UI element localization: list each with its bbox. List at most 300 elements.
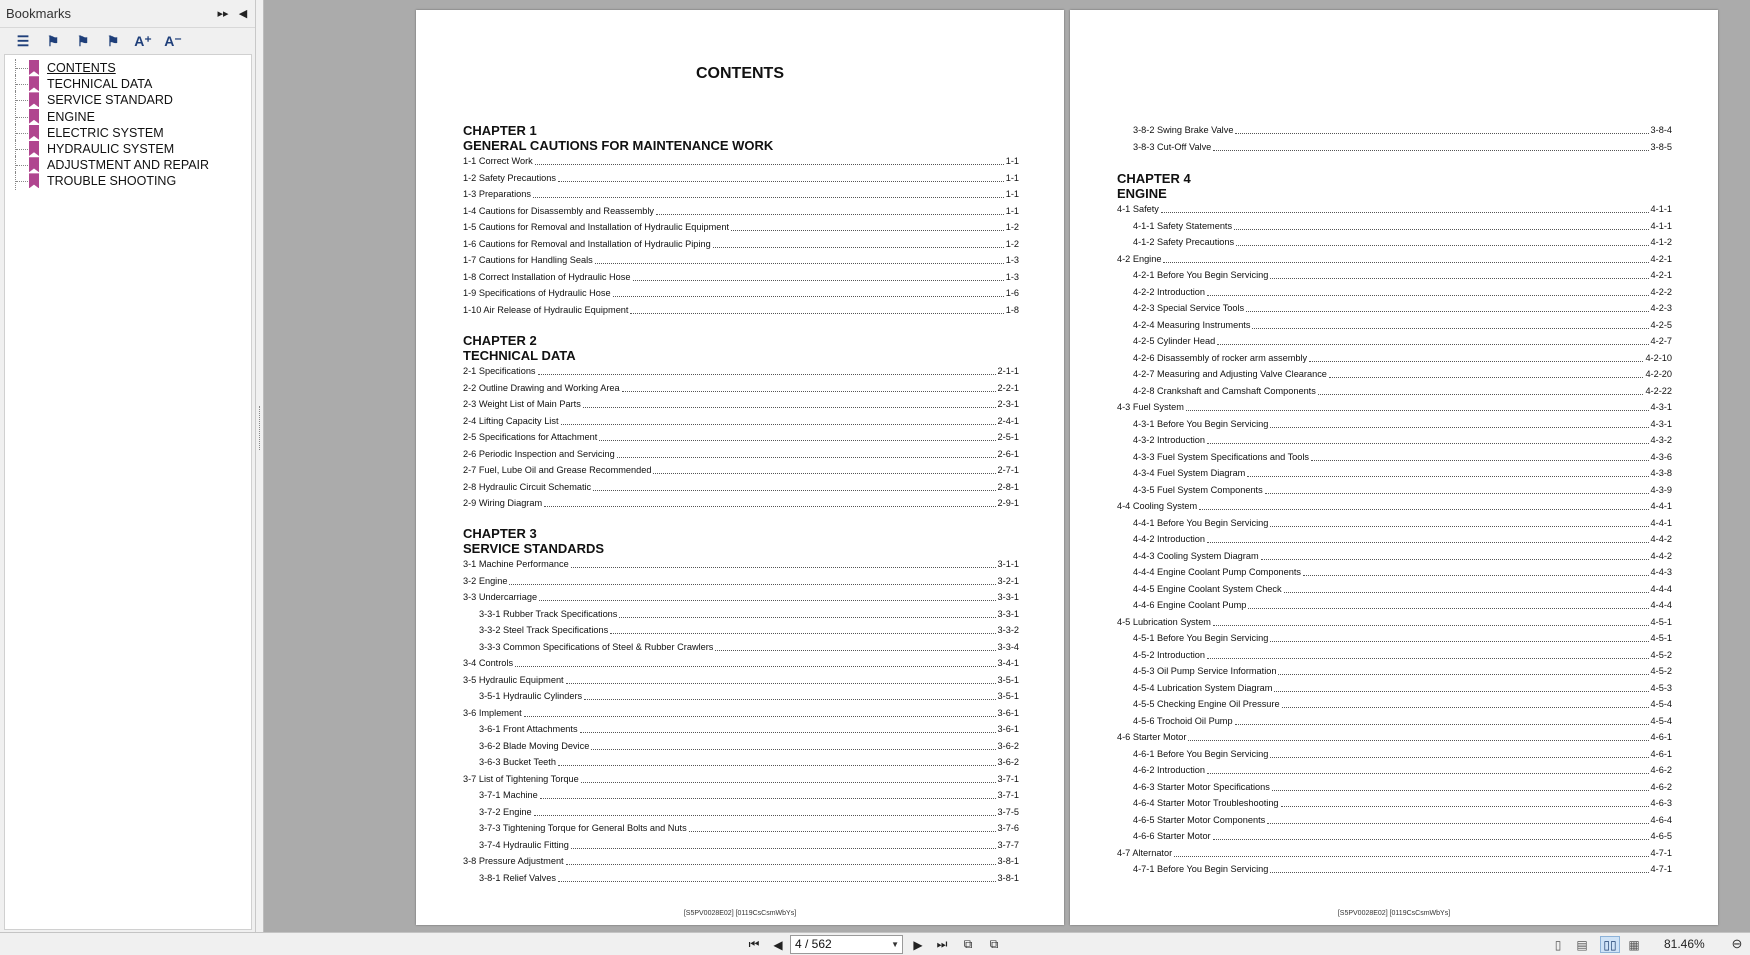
toc-entry[interactable] (1117, 203, 1672, 215)
toc-entry-page: 4-6-5 (1650, 831, 1672, 841)
toc-entry-page: 3-8-4 (1650, 125, 1672, 135)
toc-entry[interactable] (1133, 715, 1672, 727)
toc-entry[interactable] (1133, 302, 1672, 314)
toc-entry-title: 3-5 Hydraulic Equipment (463, 674, 564, 685)
toc-entry[interactable] (479, 723, 1019, 735)
toc-entry[interactable] (463, 304, 1019, 316)
find-bookmark-icon[interactable]: ⚑ (106, 32, 120, 49)
chevron-down-icon[interactable]: ▼ (891, 940, 899, 949)
expand-icon[interactable]: ▸▸ (217, 8, 229, 20)
toc-entry[interactable] (1133, 533, 1672, 545)
toc-leader (1236, 245, 1648, 246)
toc-leader (617, 457, 996, 458)
toc-entry-title: 4-6-5 Starter Motor Components (1133, 814, 1266, 825)
facing-view-button[interactable]: ▯▯ (1600, 936, 1620, 953)
toc-entry[interactable] (1133, 748, 1672, 760)
decrease-text-icon[interactable]: A⁻ (164, 32, 182, 49)
toc-entry[interactable] (463, 271, 1019, 283)
toc-entry[interactable] (1133, 583, 1672, 595)
toc-leader (1270, 526, 1648, 527)
toc-entry-title: 4-1-2 Safety Precautions (1133, 237, 1235, 247)
toc-entry[interactable] (1133, 781, 1672, 793)
toc-entry-title: 4-4-1 Before You Begin Servicing (1133, 517, 1269, 528)
bookmark-label: TROUBLE SHOOTING (47, 174, 177, 189)
toc-entry-title: 4-5-2 Introduction (1133, 649, 1206, 660)
toc-entry[interactable] (1133, 566, 1672, 578)
toc-entry-page: 4-4-4 (1650, 600, 1672, 610)
zoom-level[interactable]: 81.46% (1664, 937, 1705, 951)
toc-leader (584, 699, 995, 700)
toc-leader (1246, 311, 1648, 312)
toc-leader (1186, 410, 1649, 411)
toc-entry-title: 4-3-4 Fuel System Diagram (1133, 468, 1246, 478)
toc-leader (1207, 295, 1649, 296)
toc-entry[interactable] (1133, 141, 1672, 153)
bookmark-icon (29, 60, 39, 75)
toc-entry-title: 3-7-1 Machine (479, 790, 538, 800)
toc-entry-title: 4-5-4 Lubrication System Diagram (1133, 682, 1273, 693)
toc-entry[interactable] (1133, 649, 1672, 661)
toc-entry-page: 3-6-2 (997, 757, 1019, 767)
document-page-left (416, 10, 1064, 925)
toc-entry-page: 4-5-2 (1650, 666, 1672, 676)
toc-entry[interactable] (463, 707, 1019, 719)
toc-entry-page: 3-3-4 (997, 641, 1019, 652)
toc-leader (713, 247, 1004, 248)
toc-entry[interactable] (463, 657, 1019, 669)
toc-entry-title: 4-2-4 Measuring Instruments (1133, 319, 1251, 330)
toc-entry[interactable] (1133, 467, 1672, 479)
toc-entry-page: 4-5-2 (1650, 649, 1672, 660)
toc-leader (1234, 229, 1648, 230)
toc-entry-title: 3-3-2 Steel Track Specifications (479, 625, 609, 635)
toc-entry[interactable] (1133, 863, 1672, 875)
toc-entry-page: 4-4-3 (1650, 567, 1672, 577)
toc-entry-page: 2-4-1 (997, 415, 1019, 426)
toc-leader (1261, 559, 1649, 560)
toc-entry-title: 4-2-2 Introduction (1133, 286, 1206, 297)
toc-entry-title: 3-7 List of Tightening Torque (463, 773, 579, 784)
toc-entry-page: 4-2-2 (1650, 286, 1672, 297)
toc-entry[interactable] (463, 674, 1019, 686)
toc-leader (540, 798, 996, 799)
toc-entry-page: 4-4-1 (1650, 517, 1672, 528)
toc-entry-title: 3-4 Controls (463, 658, 514, 668)
toc-entry[interactable] (1133, 599, 1672, 611)
toc-entry[interactable] (463, 575, 1019, 587)
bookmark-options-icon[interactable]: ☰ (16, 32, 30, 49)
toc-entry-title: 2-6 Periodic Inspection and Servicing (463, 448, 615, 459)
toc-entry-title: 2-3 Weight List of Main Parts (463, 399, 581, 409)
bookmark-tree (4, 54, 252, 930)
toc-entry[interactable] (463, 448, 1019, 460)
toc-entry-page: 4-2-1 (1650, 270, 1672, 280)
toc-leader (1270, 278, 1648, 279)
bookmark-label: TECHNICAL DATA (47, 77, 153, 92)
toc-entry[interactable] (1133, 124, 1672, 136)
toc-entry[interactable] (1133, 764, 1672, 776)
toc-leader (1207, 773, 1649, 774)
toc-entry[interactable] (463, 365, 1019, 377)
page-footer: [S5PV0028E02] [0119CsCsmWbYs] (683, 910, 797, 917)
toc-leader (566, 864, 996, 865)
toc-entry-page: 4-2-1 (1650, 253, 1672, 264)
toc-entry[interactable] (479, 806, 1019, 818)
bookmark-label: ENGINE (47, 109, 95, 124)
toc-entry-title: 3-8-1 Relief Valves (479, 872, 556, 883)
toc-entry-page: 1-1 (1005, 172, 1019, 183)
toc-leader (1274, 691, 1648, 692)
toc-entry-page: 4-5-1 (1650, 633, 1672, 643)
toc-entry-page: 4-7-1 (1650, 864, 1672, 874)
first-page-button[interactable]: ⏮ (748, 937, 760, 951)
chapter-number: CHAPTER 1 (463, 123, 537, 138)
toc-leader (1278, 674, 1648, 675)
toc-leader (544, 506, 995, 507)
toc-entry[interactable] (1133, 352, 1672, 364)
toc-entry[interactable] (463, 481, 1019, 493)
bookmark-icon (29, 76, 39, 91)
bookmark-label: HYDRAULIC SYSTEM (47, 142, 175, 156)
toc-leader (580, 732, 996, 733)
toc-entry-title: 1-7 Cautions for Handling Seals (463, 255, 593, 265)
toc-entry[interactable] (463, 254, 1019, 266)
toc-entry-title: 1-3 Preparations (463, 189, 531, 199)
toc-entry[interactable] (1133, 418, 1672, 430)
toc-leader (1161, 212, 1649, 213)
toc-entry[interactable] (479, 872, 1019, 884)
toc-entry-page: 4-1-1 (1650, 204, 1672, 214)
toc-entry-title: 4-6-4 Starter Motor Troubleshooting (1133, 798, 1279, 808)
tree-guide (16, 149, 28, 150)
bookmark-icon (29, 141, 39, 156)
toc-entry[interactable] (463, 155, 1019, 167)
chapter-name: ENGINE (1117, 186, 1167, 201)
toc-entry[interactable] (1133, 335, 1672, 347)
toc-entry-page: 4-4-2 (1650, 550, 1672, 561)
toc-entry-title: 4-1 Safety (1117, 204, 1159, 214)
toc-entry-page: 1-1 (1005, 205, 1019, 216)
toc-entry-title: 4-4-3 Cooling System Diagram (1133, 550, 1259, 561)
toc-entry-title: 3-3-1 Rubber Track Specifications (479, 608, 618, 619)
toc-entry-title: 4-2-3 Special Service Tools (1133, 303, 1245, 313)
toc-entry-page: 3-6-2 (997, 740, 1019, 751)
toc-leader (535, 164, 1004, 165)
toc-entry[interactable] (463, 188, 1019, 200)
toc-leader (515, 666, 996, 667)
toc-entry[interactable] (463, 497, 1019, 509)
chapter-number: CHAPTER 4 (1117, 171, 1191, 186)
toc-entry-page: 4-6-4 (1650, 814, 1672, 825)
toc-entry[interactable] (1133, 451, 1672, 463)
toc-entry[interactable] (1133, 550, 1672, 562)
toc-entry-page: 4-5-3 (1650, 682, 1672, 693)
toc-entry-title: 1-1 Correct Work (463, 156, 533, 166)
toc-leader (566, 683, 996, 684)
toc-entry-page: 4-4-2 (1650, 534, 1672, 544)
toc-entry-title: 3-7-2 Engine (479, 806, 532, 817)
toc-leader (539, 600, 995, 601)
toc-leader (1174, 856, 1648, 857)
toc-entry[interactable] (1133, 385, 1672, 397)
toc-leader (1163, 262, 1648, 263)
toc-leader (1213, 150, 1648, 151)
toc-leader (633, 280, 1004, 281)
toc-entry[interactable] (463, 464, 1019, 476)
toc-entry[interactable] (463, 221, 1019, 233)
toc-leader (591, 749, 995, 750)
toc-entry[interactable] (463, 591, 1019, 603)
toc-entry[interactable] (1133, 632, 1672, 644)
toc-entry-page: 2-1-1 (997, 366, 1019, 376)
toc-leader (1270, 757, 1648, 758)
bookmark-icon (29, 125, 39, 140)
bookmark-icon (29, 157, 39, 172)
toc-leader (1207, 443, 1649, 444)
toc-entry[interactable] (1133, 434, 1672, 446)
toc-entry[interactable] (1133, 665, 1672, 677)
toc-entry-page: 4-1-1 (1650, 220, 1672, 231)
toc-entry[interactable] (1117, 847, 1672, 859)
toc-entry[interactable] (479, 822, 1019, 834)
toc-leader (558, 765, 996, 766)
toc-entry-page: 4-3-6 (1650, 451, 1672, 462)
toc-entry-page: 2-2-1 (997, 382, 1019, 393)
prev-page-button[interactable]: ◀ (773, 937, 783, 952)
next-page-button[interactable]: ▶ (913, 937, 923, 952)
toc-leader (619, 617, 995, 618)
toc-entry[interactable] (1117, 401, 1672, 413)
toc-entry[interactable] (479, 624, 1019, 636)
toc-entry-title: 2-9 Wiring Diagram (463, 498, 543, 508)
toc-leader (715, 650, 995, 651)
toc-leader (581, 782, 996, 783)
toc-leader (509, 584, 995, 585)
tree-guide (16, 181, 28, 182)
toc-entry-page: 3-3-1 (997, 592, 1019, 602)
tree-guide (16, 117, 28, 118)
toc-entry-title: 3-7-4 Hydraulic Fitting (479, 839, 569, 850)
toc-entry[interactable] (463, 205, 1019, 217)
toc-entry[interactable] (479, 641, 1019, 653)
toc-entry-page: 3-7-5 (997, 806, 1019, 817)
toc-entry-page: 4-1-2 (1650, 237, 1672, 247)
toc-entry-title: 3-3 Undercarriage (463, 592, 538, 602)
toc-entry-title: 3-2 Engine (463, 575, 508, 586)
toc-entry-title: 3-1 Machine Performance (463, 559, 569, 569)
increase-text-icon[interactable]: A⁺ (134, 32, 152, 49)
prev-view-button[interactable]: ⧉ (963, 937, 973, 951)
toc-entry-title: 4-2-1 Before You Begin Servicing (1133, 270, 1269, 280)
toc-entry[interactable] (1117, 616, 1672, 628)
toc-entry[interactable] (1133, 814, 1672, 826)
toc-leader (689, 831, 996, 832)
toc-leader (1303, 575, 1649, 576)
toc-entry-title: 1-9 Specifications of Hydraulic Hose (463, 288, 611, 298)
toc-entry[interactable] (1117, 731, 1672, 743)
toc-entry-title: 4-5-3 Oil Pump Service Information (1133, 666, 1277, 676)
toc-entry[interactable] (1133, 368, 1672, 380)
toc-entry-title: 3-6 Implement (463, 707, 522, 718)
toc-entry[interactable] (1133, 236, 1672, 248)
toc-entry-page: 4-3-2 (1650, 435, 1672, 445)
toc-entry-page: 3-4-1 (997, 658, 1019, 668)
toc-leader (656, 214, 1004, 215)
toc-entry-page: 3-7-1 (997, 790, 1019, 800)
toc-entry[interactable] (463, 398, 1019, 410)
toc-leader (1284, 592, 1649, 593)
toc-entry-title: 1-8 Correct Installation of Hydraulic Hose (463, 271, 631, 282)
toc-leader (1252, 328, 1648, 329)
toc-entry-title: 1-4 Cautions for Disassembly and Reassembly (463, 205, 654, 216)
single-page-view-button[interactable]: ▯ (1554, 937, 1562, 952)
toc-entry-page: 3-8-5 (1650, 141, 1672, 152)
toc-entry-page: 4-5-1 (1650, 616, 1672, 627)
toc-leader (1270, 427, 1648, 428)
toc-entry-title: 4-5 Lubrication System (1117, 616, 1211, 627)
toc-entry-page: 4-4-4 (1650, 583, 1672, 594)
toc-entry-page: 2-7-1 (997, 465, 1019, 475)
toc-entry[interactable] (463, 382, 1019, 394)
toc-entry[interactable] (463, 415, 1019, 427)
toc-entry-title: 3-5-1 Hydraulic Cylinders (479, 691, 583, 701)
continuous-view-button[interactable]: ▤ (1576, 937, 1588, 952)
bookmark-item[interactable] (5, 172, 251, 190)
toc-entry-title: 4-2-5 Cylinder Head (1133, 336, 1216, 346)
toc-entry[interactable] (1133, 797, 1672, 809)
toc-leader (599, 440, 995, 441)
toc-entry-page: 4-2-3 (1650, 303, 1672, 313)
bookmarks-toolbar (4, 28, 252, 54)
toc-leader (1213, 839, 1649, 840)
toc-entry[interactable] (463, 172, 1019, 184)
toc-entry[interactable] (1133, 698, 1672, 710)
page-number-field[interactable] (790, 935, 903, 954)
page-footer: [S5PV0028E02] [0119CsCsmWbYs] (1337, 910, 1451, 917)
toc-entry[interactable] (1133, 517, 1672, 529)
tree-guide (16, 100, 28, 101)
toc-entry-page: 1-3 (1005, 271, 1019, 282)
toc-entry-page: 3-3-2 (997, 625, 1019, 635)
toc-entry-page: 4-6-1 (1650, 748, 1672, 759)
toc-entry[interactable] (1133, 830, 1672, 842)
toc-entry[interactable] (479, 608, 1019, 620)
toc-entry[interactable] (1133, 269, 1672, 281)
toc-entry-page: 3-5-1 (997, 691, 1019, 701)
chapter-name: SERVICE STANDARDS (463, 541, 605, 556)
toc-leader (622, 391, 996, 392)
collapse-icon[interactable]: ◀ (238, 8, 248, 20)
toc-entry[interactable] (463, 773, 1019, 785)
toc-entry-page: 4-3-9 (1650, 484, 1672, 495)
toc-leader (558, 881, 996, 882)
toc-entry[interactable] (479, 789, 1019, 801)
toc-leader (1311, 460, 1649, 461)
toc-entry-title: 2-5 Specifications for Attachment (463, 432, 598, 442)
toc-entry[interactable] (1133, 220, 1672, 232)
toc-entry[interactable] (463, 238, 1019, 250)
toc-entry-title: 4-4-4 Engine Coolant Pump Components (1133, 567, 1302, 577)
toc-entry-page: 3-6-1 (997, 724, 1019, 734)
toc-leader (1188, 740, 1648, 741)
add-bookmark-icon[interactable]: ⚑ (46, 32, 60, 49)
toc-leader (534, 815, 996, 816)
toc-leader (1329, 377, 1644, 378)
toc-entry-page: 3-5-1 (997, 674, 1019, 685)
toc-entry-page: 4-5-4 (1650, 699, 1672, 709)
bookmarks-panel-header (0, 0, 255, 28)
toc-entry[interactable] (479, 839, 1019, 851)
toc-entry-title: 4-2-7 Measuring and Adjusting Valve Clearance (1133, 369, 1327, 379)
toc-entry-page: 4-3-1 (1650, 402, 1672, 412)
toc-entry[interactable] (479, 756, 1019, 768)
bookmark-icon (29, 92, 39, 107)
toc-entry[interactable] (1133, 319, 1672, 331)
toc-entry-title: 4-3-2 Introduction (1133, 435, 1206, 445)
toc-entry-title: 4-3-3 Fuel System Specifications and Tools (1133, 451, 1310, 462)
toc-entry-title: 4-6-6 Starter Motor (1133, 831, 1211, 841)
last-page-button[interactable]: ⏭ (936, 937, 948, 951)
toc-entry-page: 3-7-6 (997, 823, 1019, 833)
toc-entry-title: 4-4-2 Introduction (1133, 534, 1206, 544)
toc-entry-page: 1-1 (1005, 189, 1019, 199)
toc-leader (571, 567, 996, 568)
toc-entry-page: 1-1 (1005, 156, 1019, 166)
toc-entry[interactable] (463, 558, 1019, 570)
toc-entry-page: 1-8 (1005, 304, 1019, 315)
toc-entry-title: 2-1 Specifications (463, 366, 536, 376)
toc-entry-page: 2-8-1 (997, 481, 1019, 492)
toc-entry-page: 4-2-5 (1650, 319, 1672, 330)
toc-entry[interactable] (463, 431, 1019, 443)
toc-entry-title: 3-6-1 Front Attachments (479, 724, 578, 734)
next-view-button[interactable]: ⧉ (989, 937, 999, 951)
toc-entry-page: 4-7-1 (1650, 847, 1672, 858)
toc-leader (731, 230, 1004, 231)
toc-entry-page: 1-3 (1005, 255, 1019, 265)
continuous-facing-view-button[interactable]: ▦ (1628, 937, 1640, 952)
zoom-out-icon[interactable]: ⊖ (1731, 936, 1743, 951)
toc-entry[interactable] (1117, 500, 1672, 512)
bookmark-label: CONTENTS (47, 61, 116, 75)
toc-entry-page: 1-6 (1005, 288, 1019, 298)
toc-entry-title: 3-3-3 Common Specifications of Steel & Rubber Crawlers (479, 641, 714, 652)
chapter-name: TECHNICAL DATA (463, 348, 576, 363)
toc-entry[interactable] (1133, 682, 1672, 694)
toc-entry[interactable] (463, 855, 1019, 867)
toc-entry[interactable] (479, 690, 1019, 702)
bookmark-icon (29, 109, 39, 124)
toc-leader (1267, 823, 1648, 824)
toc-entry-page: 2-5-1 (997, 432, 1019, 442)
toc-leader (1217, 344, 1648, 345)
toc-entry-title: 4-4-5 Engine Coolant System Check (1133, 583, 1282, 594)
toc-entry[interactable] (479, 740, 1019, 752)
status-bar (0, 932, 1750, 955)
toc-entry-title: 2-7 Fuel, Lube Oil and Grease Recommended (463, 465, 652, 475)
toc-entry-page: 3-7-7 (997, 839, 1019, 850)
toc-entry[interactable] (1117, 253, 1672, 265)
toc-entry[interactable] (463, 287, 1019, 299)
toc-entry[interactable] (1133, 484, 1672, 496)
toc-entry-title: 4-6-2 Introduction (1133, 765, 1206, 775)
toc-entry-title: 4-6-3 Starter Motor Specifications (1133, 781, 1270, 792)
panel-splitter[interactable] (256, 0, 264, 932)
toc-entry-page: 3-6-1 (997, 707, 1019, 718)
toc-entry[interactable] (1133, 286, 1672, 298)
delete-bookmark-icon[interactable]: ⚑ (76, 32, 90, 49)
splitter-grip[interactable] (259, 406, 261, 450)
